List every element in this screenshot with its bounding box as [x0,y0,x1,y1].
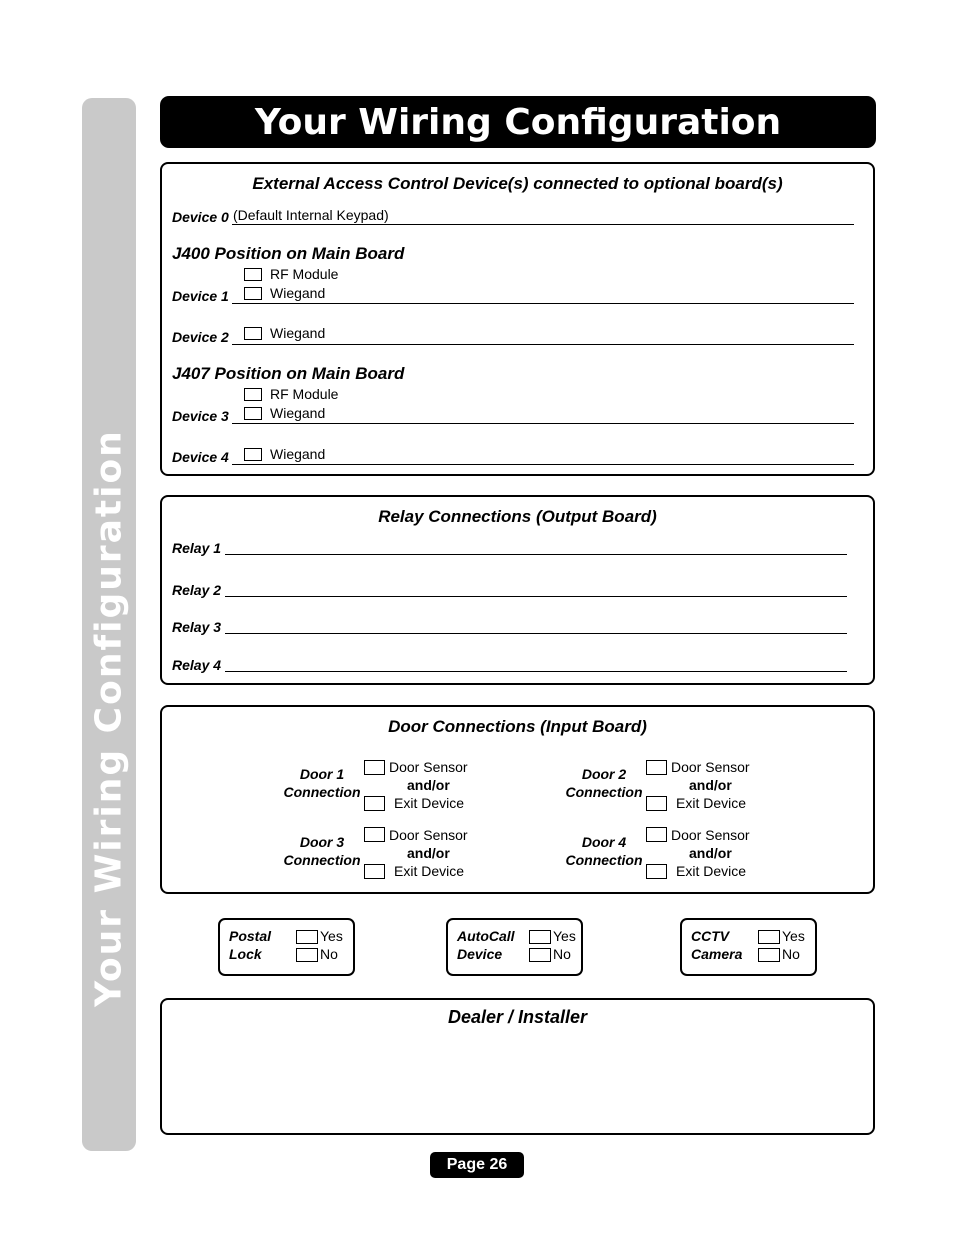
side-tab [82,98,136,1151]
door3-sensor-checkbox[interactable] [364,827,385,842]
cctv-camera-line1: CCTV [691,928,730,944]
autocall-device-line1: AutoCall [457,928,515,944]
device4-wiegand-label: Wiegand [270,446,326,462]
door4-exit-checkbox[interactable] [646,864,667,879]
door1-exit-checkbox[interactable] [364,796,385,811]
device3-line[interactable] [232,423,854,424]
autocall-no-checkbox[interactable] [529,948,551,962]
door1-exit-label: Exit Device [394,795,465,811]
door3-sensor-label: Door Sensor [389,827,468,843]
door3-exit-label: Exit Device [394,863,465,879]
door4-sub: Connection [565,852,643,868]
device0-label: Device 0 [172,209,229,225]
door4-sensor-label: Door Sensor [671,827,750,843]
autocall-yes-checkbox[interactable] [529,930,551,944]
relay2-label: Relay 2 [172,582,222,598]
cctv-no-label: No [782,946,800,962]
relay3-label: Relay 3 [172,619,222,635]
device1-rf-checkbox[interactable] [244,268,262,281]
door3-sub: Connection [283,852,361,868]
device1-wiegand-checkbox[interactable] [244,287,262,300]
door2-exit-checkbox[interactable] [646,796,667,811]
side-tab-label: Your Wiring Configuration [88,429,130,1007]
relay-title: Relay Connections (Output Board) [378,507,657,526]
autocall-device-line2: Device [457,946,503,962]
door2-andor: and/or [689,777,732,793]
door3-name: Door 3 [299,834,345,850]
door1-andor: and/or [407,777,450,793]
door4-andor: and/or [689,845,732,861]
door4-sensor-checkbox[interactable] [646,827,667,842]
cctv-camera-line2: Camera [691,946,743,962]
device3-wiegand-label: Wiegand [270,405,326,421]
postal-lock-line2: Lock [229,946,262,962]
postal-lock-box [218,918,355,976]
door2-sensor-checkbox[interactable] [646,760,667,775]
j407-heading: J407 Position on Main Board [172,364,405,383]
external-devices-panel [160,162,875,476]
door3-exit-checkbox[interactable] [364,864,385,879]
door-panel [160,705,875,894]
device3-rf-label: RF Module [270,386,339,402]
door2-exit-label: Exit Device [676,795,747,811]
device2-wiegand-checkbox[interactable] [244,327,262,340]
door1-label [282,765,362,801]
device4-line[interactable] [232,464,854,465]
device4-wiegand-checkbox[interactable] [244,448,262,461]
external-devices-title: External Access Control Device(s) connected to optional board(s) [252,174,783,193]
device3-rf-checkbox[interactable] [244,388,262,401]
device2-wiegand-label: Wiegand [270,325,326,341]
device2-label: Device 2 [172,329,229,345]
device3-wiegand-checkbox[interactable] [244,407,262,420]
dealer-panel[interactable] [160,998,875,1135]
relay1-line[interactable] [225,554,847,555]
door1-sensor-label: Door Sensor [389,759,468,775]
device1-label: Device 1 [172,288,229,304]
postal-lock-yes-label: Yes [320,928,343,944]
dealer-title: Dealer / Installer [447,1007,588,1027]
relay3-line[interactable] [225,633,847,634]
j400-heading: J400 Position on Main Board [172,244,405,263]
cctv-camera-box [680,918,817,976]
door2-sensor-label: Door Sensor [671,759,750,775]
autocall-device-label [457,927,515,963]
device0-value: (Default Internal Keypad) [233,207,389,223]
relay1-label: Relay 1 [172,540,222,556]
door4-exit-label: Exit Device [676,863,747,879]
autocall-no-label: No [553,946,571,962]
device1-rf-label: RF Module [270,266,339,282]
door2-sub: Connection [565,784,643,800]
device2-line[interactable] [232,344,854,345]
relay4-line[interactable] [225,671,847,672]
door3-label [282,833,362,869]
door3-andor: and/or [407,845,450,861]
door1-sensor-checkbox[interactable] [364,760,385,775]
cctv-yes-checkbox[interactable] [758,930,780,944]
autocall-device-box [446,918,583,976]
door4-label [564,833,644,869]
postal-lock-line1: Postal [229,928,272,944]
device4-label: Device 4 [172,449,229,465]
device0-line[interactable] [232,224,854,225]
cctv-no-checkbox[interactable] [758,948,780,962]
page-number: Page 26 [430,1152,524,1178]
door-title: Door Connections (Input Board) [388,717,647,736]
cctv-camera-label [691,927,742,963]
door1-sub: Connection [283,784,361,800]
device3-label: Device 3 [172,408,229,424]
door1-name: Door 1 [299,766,345,782]
door2-name: Door 2 [581,766,627,782]
relay4-label: Relay 4 [172,657,222,673]
postal-lock-label [229,927,271,963]
postal-lock-no-label: No [320,946,338,962]
device1-wiegand-label: Wiegand [270,285,326,301]
door2-label [564,765,644,801]
postal-lock-yes-checkbox[interactable] [296,930,318,944]
relay2-line[interactable] [225,596,847,597]
cctv-yes-label: Yes [782,928,805,944]
device1-line[interactable] [232,303,854,304]
door4-name: Door 4 [581,834,627,850]
relay-panel [160,495,875,685]
autocall-yes-label: Yes [553,928,576,944]
postal-lock-no-checkbox[interactable] [296,948,318,962]
page-title: Your Wiring Configuration [160,96,876,148]
